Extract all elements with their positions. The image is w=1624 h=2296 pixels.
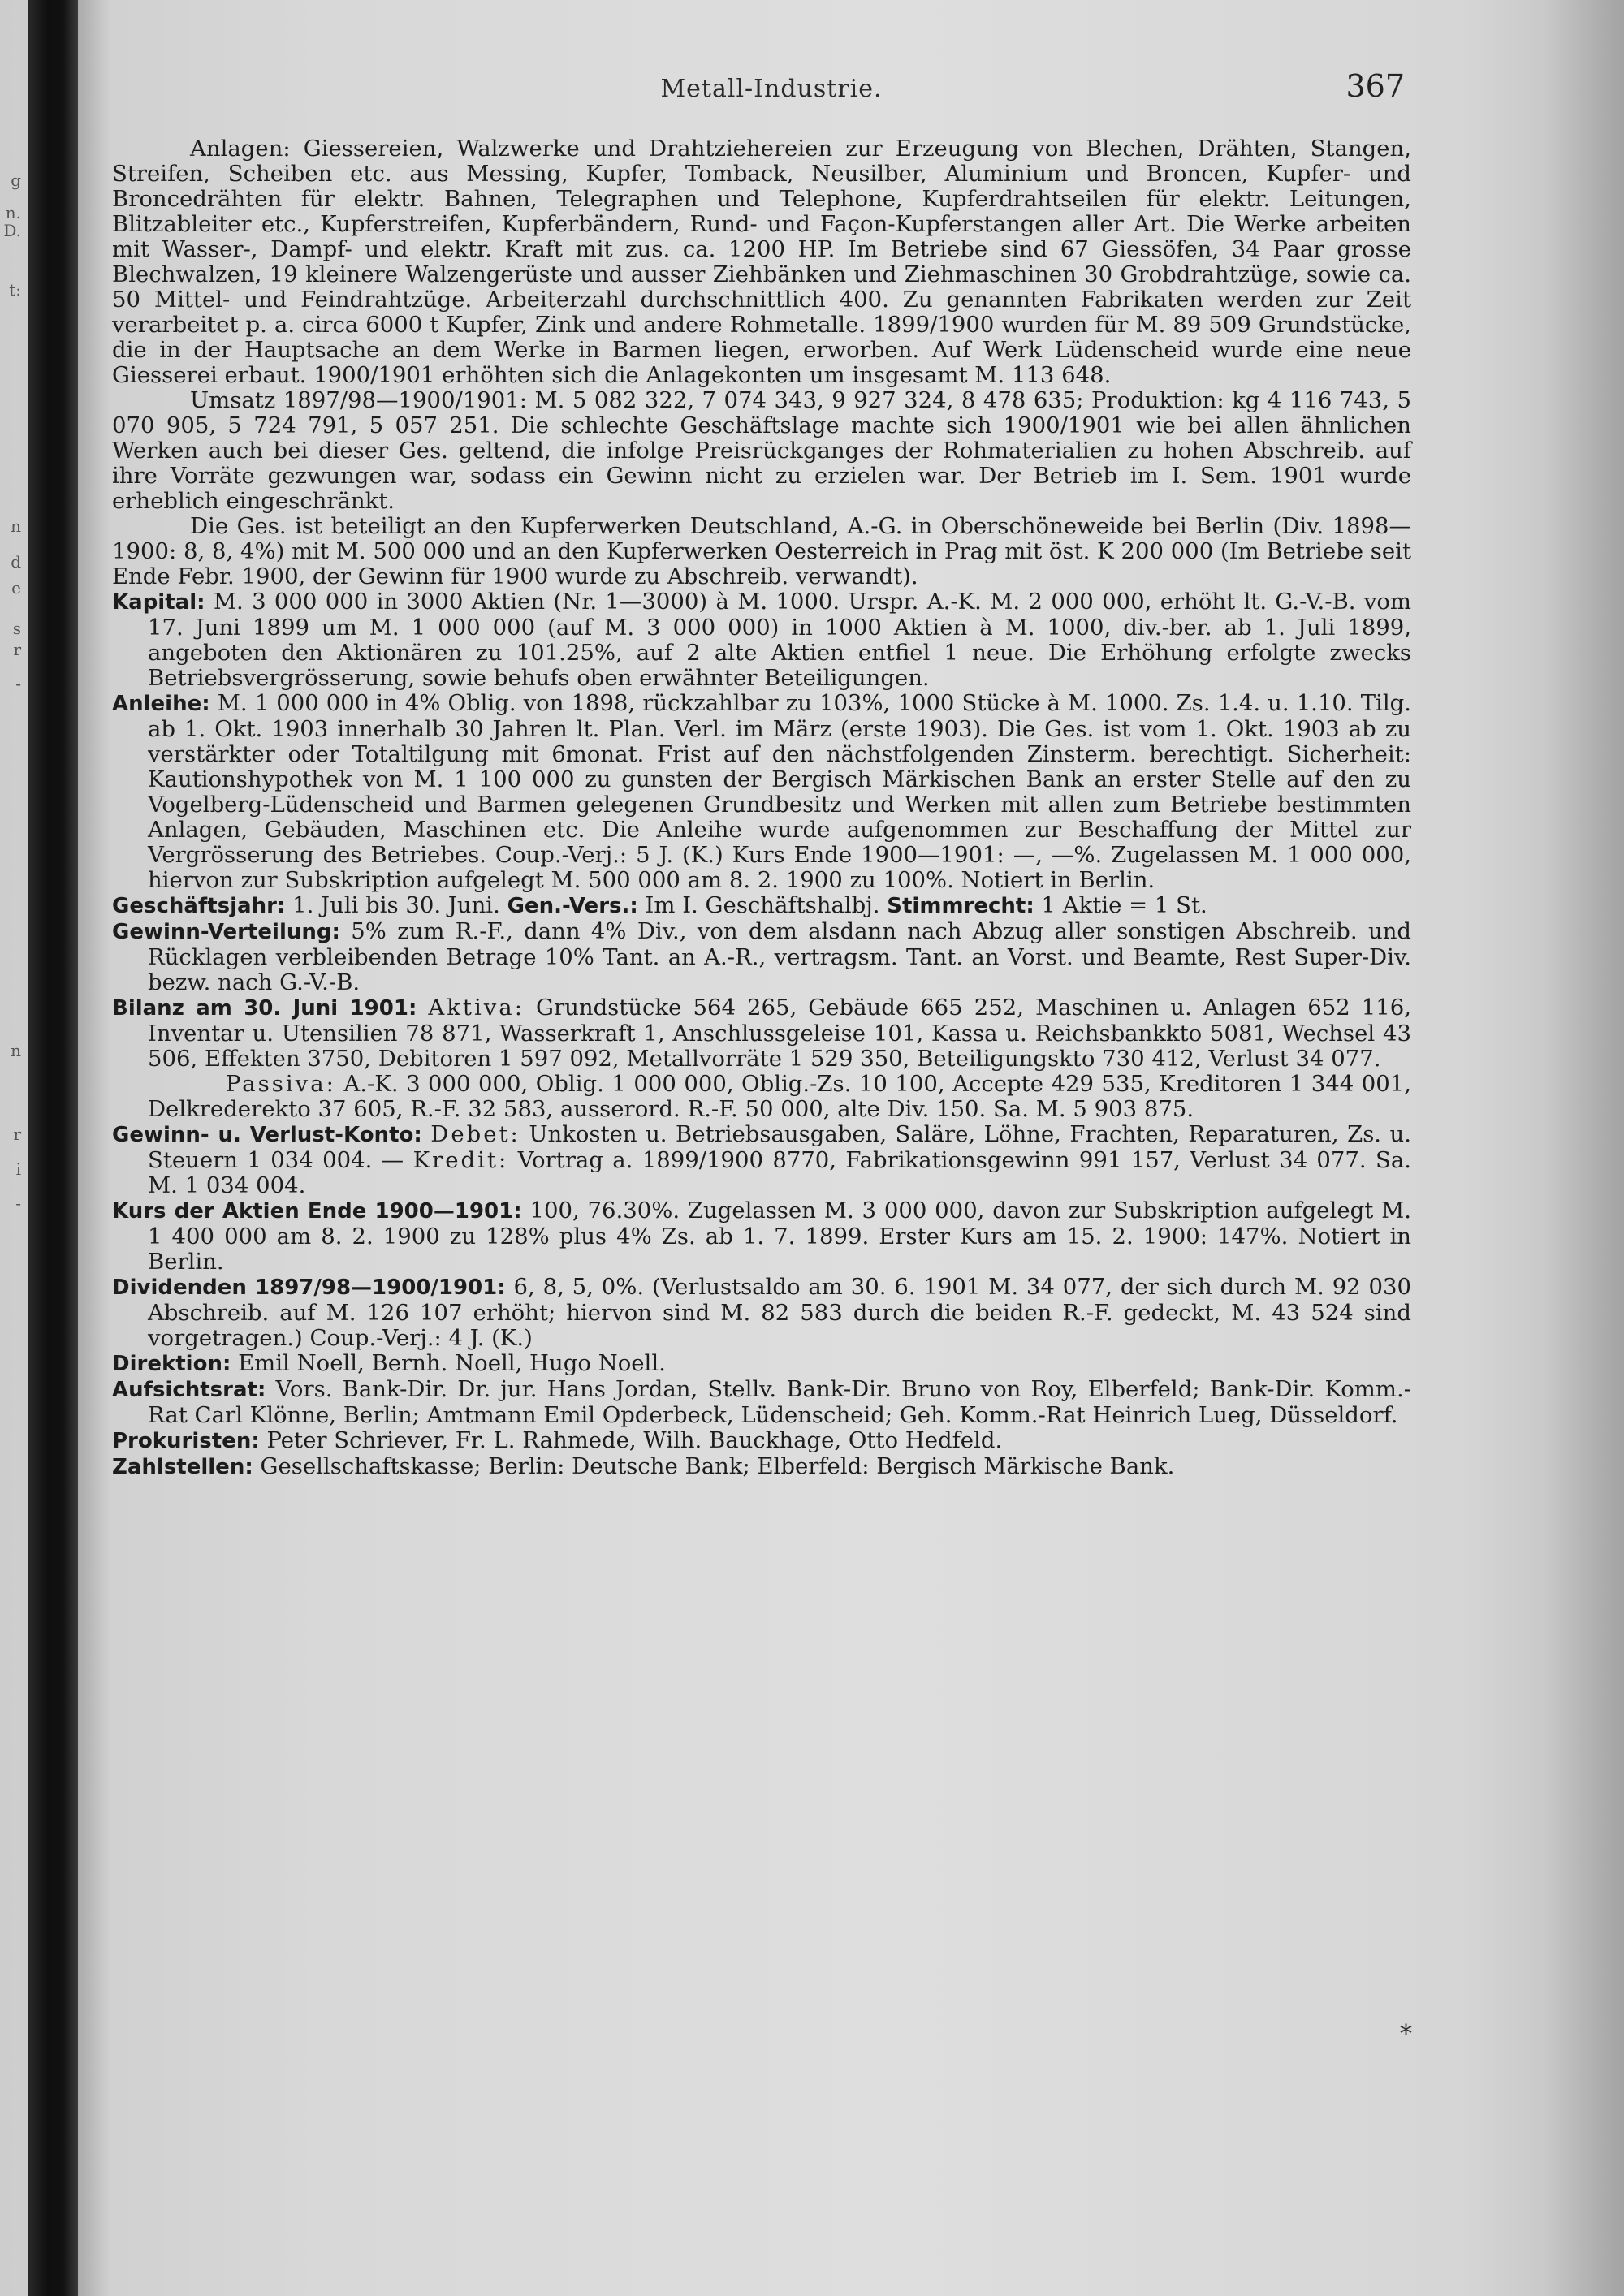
margin-fragment: g (11, 170, 21, 190)
margin-fragment: i (15, 1159, 21, 1179)
margin-fragment: n. (5, 203, 21, 222)
entry-label: Anleihe: (112, 692, 210, 716)
margin-fragment: s (12, 619, 21, 638)
entry-label: Aufsichtsrat: (112, 1378, 266, 1402)
entry-label: Bilanz am 30. Juni 1901: (112, 996, 417, 1021)
entry-label: Kapital: (112, 590, 205, 615)
page-edge-shadow (1543, 0, 1624, 2296)
page-number: 367 (1345, 68, 1405, 104)
entry-label: Geschäftsjahr: (112, 894, 286, 918)
entry-label: Gewinn- u. Verlust-Konto: (112, 1123, 422, 1147)
margin-fragment: - (15, 1193, 21, 1213)
entry-text: 5% zum R.-F., dann 4% Div., von dem alsdann nach Abzug aller sonstigen Abschreib. und Rücklagen verbleibenden Betrage 10% Tant. an A.-R., vertragsm. Tant. an Vorst. und Beamte, Rest Super-Div. bezw. nach G.-V.-B. (148, 918, 1412, 995)
entry-text: Peter Schriever, Fr. L. Rahmede, Wilh. Bauckhage, Otto Hedfeld. (266, 1427, 1003, 1453)
entry-label: Kurs der Aktien Ende 1900—1901: (112, 1199, 522, 1224)
entry-aufsichtsrat (112, 1377, 1411, 1428)
entry-text: 1. Juli bis 30. Juni. (292, 892, 500, 918)
margin-fragment: r (13, 1124, 21, 1144)
entry-geschaeftsjahr (112, 893, 1411, 919)
book-spine-gutter (28, 0, 78, 2296)
margin-fragment: d (11, 552, 21, 572)
paragraph-anlagen: Anlagen: Giessereien, Walzwerke und Drahtziehereien zur Erzeugung von Blechen, Drähten, Stangen, Streifen, Scheiben etc. aus Messing, Kupfer, Tomback, Neusilber, Aluminium und Broncen, Kupfer- und Broncedrähten für elektr. Bahnen, Telegraphen und Telephone, Kupferdrahtseilen für elektr. Leitungen, Blitzableiter etc., Kupferstreifen, Kupferbändern, Rund- und Façon-Kupferstangen aller Art. Die Werke arbeiten mit Wasser-, Dampf- und elektr. Kraft mit zus. ca. 1200 HP. Im Betriebe sind 67 Giessöfen, 34 Paar grosse Blechwalzen, 19 kleinere Walzengerüste und ausser Ziehbänken und Ziehmaschinen 30 Grobdrahtzüge, sowie ca. 50 Mittel- und Feindrahtzüge. Arbeiterzahl durchschnittlich 400. Zu genannten Fabrikaten werden zur Zeit verarbeitet p. a. circa 6000 t Kupfer, Zink und andere Rohmetalle. 1899/1900 wurden für M. 89 509 Grundstücke, die in der Hauptsache an dem Werke in Barmen liegen, erworben. Auf Werk Lüdenscheid wurde eine neue Giesserei erbaut. 1900/1901 erhöhten sich die Anlagekonten um insgesamt M. 113 648. (112, 136, 1411, 388)
left-margin-fragments (0, 0, 24, 2296)
entry-text: Vortrag a. 1899/1900 8770, Fabrikationsgewinn 991 157, Verlust 34 077. Sa. M. 1 034 004. (148, 1147, 1412, 1198)
entry-text: Im I. Geschäftshalbj. (645, 892, 880, 918)
entry-label: Gen.-Vers.: (507, 894, 638, 918)
entry-dividenden (112, 1275, 1411, 1351)
entry-text: 6, 8, 5, 0%. (Verlustsaldo am 30. 6. 1901 M. 34 077, der sich durch M. 92 030 Abschreib. auf M. 126 107 erhöht; hiervon sind M. 82 583 durch die beiden R.-F. gedeckt, M. 43 524 sind vorgetragen.) Coup.-Verj.: 4 J. (K.) (148, 1274, 1412, 1351)
kredit-label: Kredit: (412, 1147, 509, 1173)
passiva-label: Passiva: (226, 1071, 336, 1097)
paragraph-beteiligung: Die Ges. ist beteiligt an den Kupferwerken Deutschland, A.-G. in Oberschöneweide bei Berlin (Div. 1898—1900: 8, 8, 4%) mit M. 500 000 und an den Kupferwerken Oesterreich in Prag mit öst. K 200 000 (Im Betriebe seit Ende Febr. 1900, der Gewinn für 1900 wurde zu Abschreib. verwandt). (112, 513, 1411, 589)
entry-prokuristen (112, 1428, 1411, 1454)
margin-fragment: n (11, 1041, 21, 1060)
aktiva-label: Aktiva: (428, 995, 525, 1021)
entry-label: Prokuristen: (112, 1429, 260, 1453)
entry-bilanz-passiva (112, 1072, 1411, 1122)
margin-fragment: D. (3, 221, 21, 240)
margin-fragment: - (15, 674, 21, 693)
entry-kurs (112, 1198, 1411, 1275)
entry-text: Gesellschaftskasse; Berlin: Deutsche Bank; Elberfeld: Bergisch Märkische Bank. (260, 1453, 1175, 1479)
entry-direktion (112, 1351, 1411, 1377)
entry-gewinn-verteilung (112, 919, 1411, 995)
entry-text: Vors. Bank-Dir. Dr. jur. Hans Jordan, Stellv. Bank-Dir. Bruno von Roy, Elberfeld; Bank-Dir. Komm.-Rat Carl Klönne, Berlin; Amtmann Emil Opderbeck, Lüdenscheid; Geh. Komm.-Rat Heinrich Lueg, Düsseldorf. (148, 1376, 1411, 1428)
entry-label: Zahlstellen: (112, 1455, 253, 1479)
margin-fragment: n (11, 516, 21, 536)
entry-kapital (112, 589, 1411, 691)
entry-label: Dividenden 1897/98—1900/1901: (112, 1275, 506, 1300)
margin-fragment: r (13, 640, 21, 659)
debet-label: Debet: (430, 1121, 520, 1147)
margin-fragment: t: (9, 280, 21, 300)
entry-anleihe (112, 691, 1411, 893)
entry-text: 100, 76.30%. Zugelassen M. 3 000 000, davon zur Subskription aufgelegt M. 1 400 000 am 8. 2. 1900 zu 128% plus 4% Zs. ab 1. 7. 1899. Erster Kurs am 15. 2. 1900: 147%. Notiert in Berlin. (148, 1198, 1412, 1275)
gutter-shadow (78, 0, 110, 2296)
entry-gewinn-verlust (112, 1122, 1411, 1198)
margin-fragment: e (11, 578, 21, 598)
entry-text: M. 3 000 000 in 3000 Aktien (Nr. 1—3000) à M. 1000. Urspr. A.-K. M. 2 000 000, erhöht lt. G.-V.-B. vom 17. Juni 1899 um M. 1 000 000 (auf M. 3 000 000) in 1000 Aktien à M. 1000, div.-ber. ab 1. Juli 1899, angeboten den Aktionären zu 101.25%, auf 2 alte Aktien entfiel 1 neue. Die Erhöhung erfolgte zwecks Betriebsvergrösserung, sowie behufs oben erwähnter Beteiligungen. (148, 589, 1411, 691)
entry-bilanz (112, 995, 1411, 1072)
paragraph-umsatz: Umsatz 1897/98—1900/1901: M. 5 082 322, 7 074 343, 9 927 324, 8 478 635; Produktion: kg 4 116 743, 5 070 905, 5 724 791, 5 057 251. Die schlechte Geschäftslage machte sich 1900/1901 wie bei allen ähnlichen Werken auch bei dieser Ges. geltend, die infolge Preisrückganges der Rohmaterialien zu hohen Abschreib. auf ihre Vorräte gezwungen war, sodass ein Gewinn nicht zu erzielen war. Der Betrieb im I. Sem. 1901 wurde erheblich eingeschränkt. (112, 387, 1411, 514)
entry-label: Gewinn-Verteilung: (112, 920, 340, 944)
entry-zahlstellen (112, 1454, 1411, 1480)
entry-text: 1 Aktie = 1 St. (1041, 892, 1207, 918)
page-header (138, 68, 1405, 123)
entry-label: Direktion: (112, 1352, 231, 1376)
entry-text: Grundstücke 564 265, Gebäude 665 252, Maschinen u. Anlagen 652 116, Inventar u. Utensilien 78 871, Wasserkraft 1, Anschlussgeleise 101, Kassa u. Reichsbankkto 5081, Wechsel 43 506, Effekten 3750, Debitoren 1 597 092, Metallvorräte 1 529 350, Beteiligungskto 730 412, Verlust 34 077. (148, 995, 1411, 1072)
running-title: Metall-Industrie. (660, 75, 883, 103)
document-body (112, 136, 1411, 1480)
entry-text: M. 1 000 000 in 4% Oblig. von 1898, rückzahlbar zu 103%, 1000 Stücke à M. 1000. Zs. 1.4. u. 1.10. Tilg. ab 1. Okt. 1903 innerhalb 30 Jahren lt. Plan. Verl. im März (erste 1903). Die Ges. ist vom 1. Okt. 1903 ab zu verstärkter oder Totaltilgung mit 6monat. Frist auf den nächstfolgenden Zinsterm. berechtigt. Sicherheit: Kautionshypothek von M. 1 100 000 zu gunsten der Bergisch Märkischen Bank an erster Stelle auf den zu Vogelberg-Lüdenscheid und Barmen gelegenen Grundbesitz und Werken mit allen zum Betriebe bestimmten Anlagen, Gebäuden, Maschinen etc. Die Anleihe wurde aufgenommen zur Beschaffung der Mittel zur Vergrösserung des Betriebes. Coup.-Verj.: 5 J. (K.) Kurs Ende 1900—1901: —, —%. Zugelassen M. 1 000 000, hiervon zur Subskription aufgelegt M. 500 000 am 8. 2. 1900 zu 100%. Notiert in Berlin. (148, 690, 1411, 893)
entry-label: Stimmrecht: (887, 894, 1034, 918)
entry-text: Unkosten u. Betriebsausgaben, Saläre, Löhne, Frachten, Reparaturen, Zs. u. Steuern 1 034 004. — (148, 1121, 1412, 1173)
footnote-star: * (1400, 2020, 1412, 2048)
entry-text: Emil Noell, Bernh. Noell, Hugo Noell. (238, 1350, 666, 1376)
entry-text: A.-K. 3 000 000, Oblig. 1 000 000, Oblig.-Zs. 10 100, Accepte 429 535, Kreditoren 1 344 001, Delkrederekto 37 605, R.-F. 32 583, ausserord. R.-F. 50 000, alte Div. 150. Sa. M. 5 903 875. (148, 1071, 1411, 1122)
